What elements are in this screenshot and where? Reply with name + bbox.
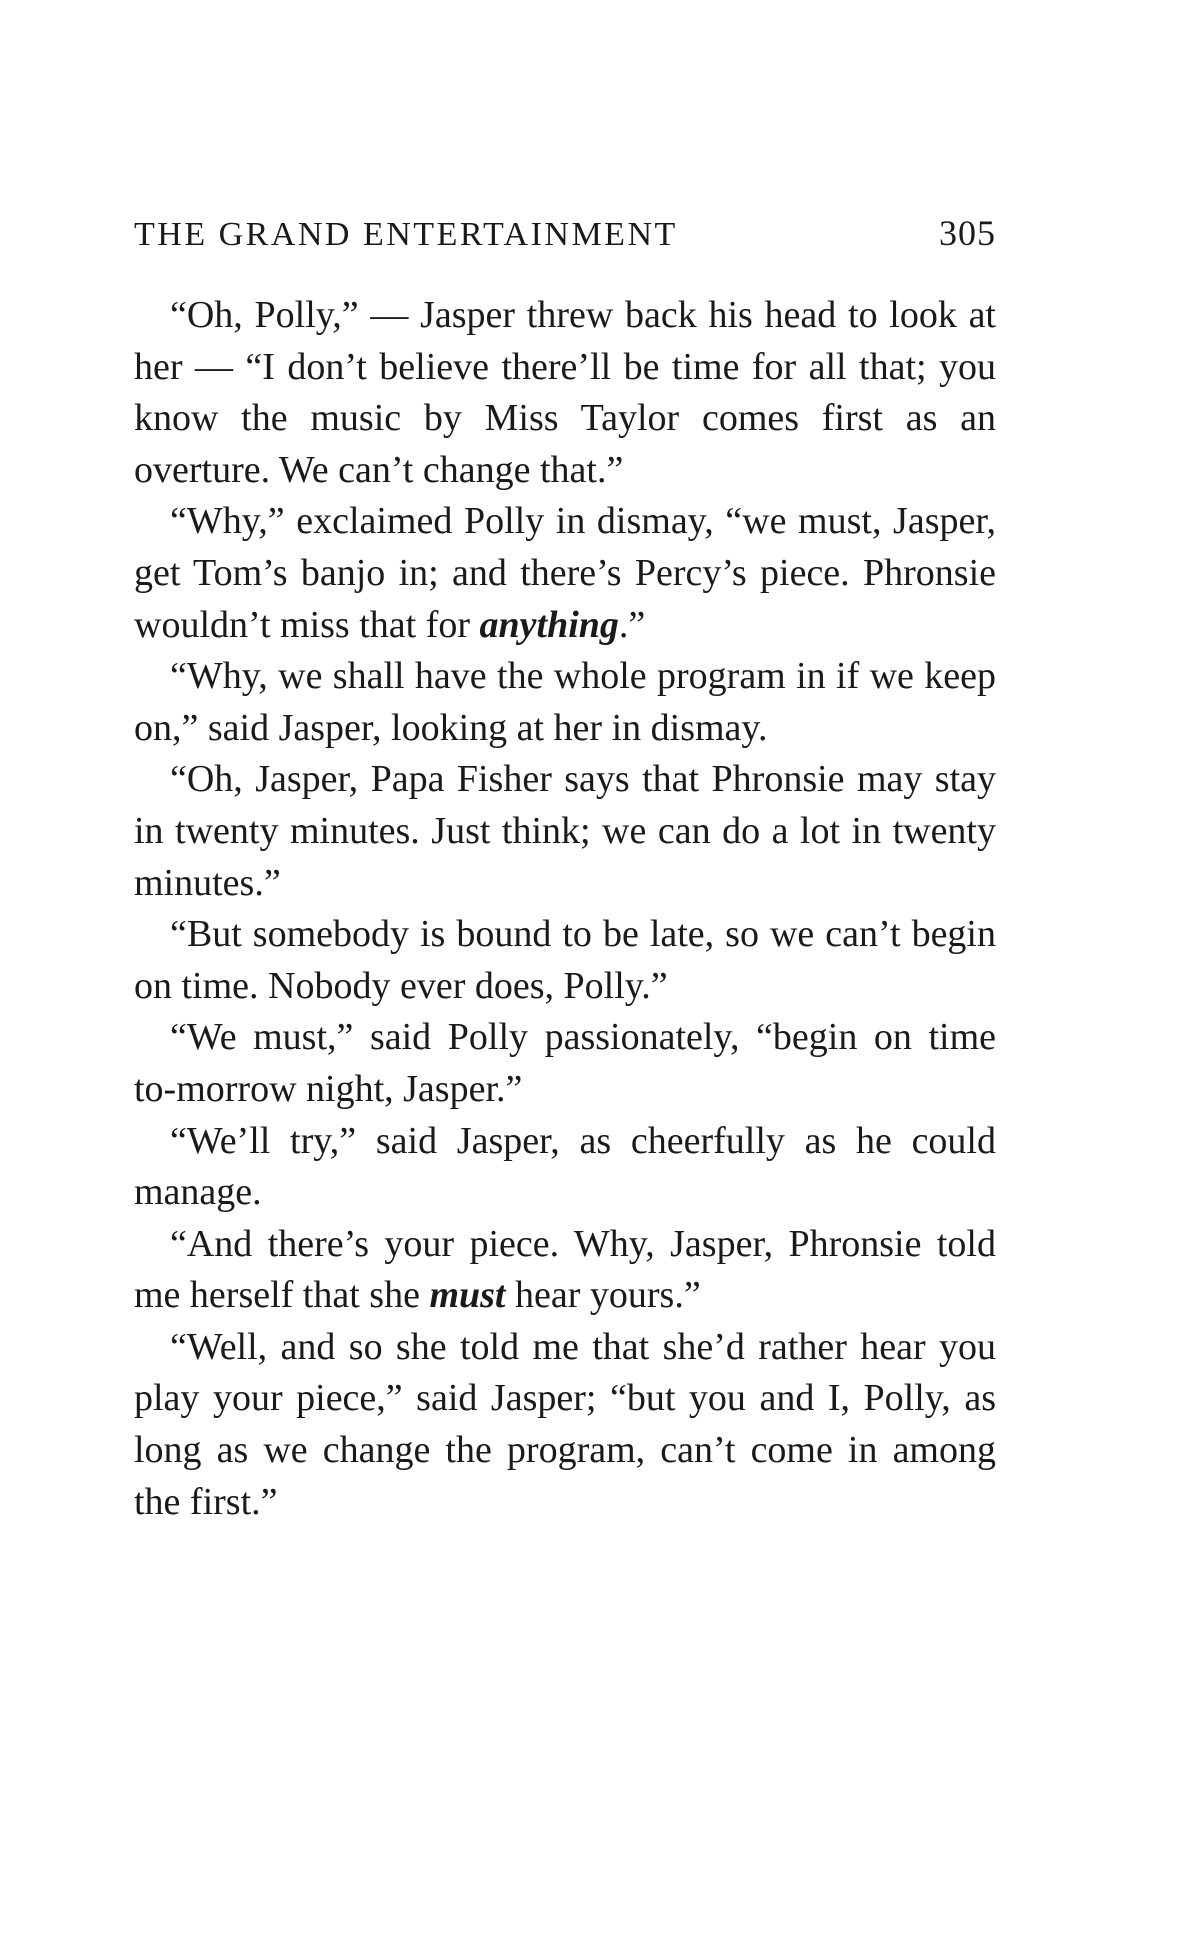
paragraph-8 <box>134 1219 996 1322</box>
paragraph-5: “But somebody is bound to be late, so we can’t begin on time. Nobody ever does, Polly.” <box>134 913 996 1007</box>
paragraph-8-text: “And there’s your piece. Why, Jasper, Phronsie told me herself that she <box>134 1222 996 1317</box>
paragraph-4: “Oh, Jasper, Papa Fisher says that Phronsie may stay in twenty minutes. Just think; we can do a lot in twenty minutes.” <box>134 758 996 904</box>
page-number: 305 <box>939 213 996 253</box>
paragraph-8-text-end: hear yours.” <box>505 1274 701 1317</box>
paragraph-1: “Oh, Polly,” — Jasper threw back his head to look at her — “I don’t believe there’ll be time for all that; you know the music by Miss Taylor comes first as an overture. We can’t change that.” <box>134 294 996 491</box>
running-head <box>134 212 996 272</box>
paragraph-9: “Well, and so she told me that she’d rather hear you play your piece,” said Jasper; “but you and I, Polly, as long as we change the program, can’t come in among the first.” <box>134 1325 996 1523</box>
paragraph-3: “Why, we shall have the whole program in if we keep on,” said Jasper, looking at her in dismay. <box>134 655 996 749</box>
paragraph-2-text-end: .” <box>618 603 646 646</box>
body-text <box>134 290 996 1528</box>
paragraph-7: “We’ll try,” said Jasper, as cheerfully as he could manage. <box>134 1119 996 1214</box>
paragraph-2-text: “Why,” exclaimed Polly in dismay, “we must, Jasper, get Tom’s banjo in; and there’s Percy’s piece. Phronsie wouldn’t miss that for <box>134 500 996 646</box>
paragraph-2 <box>134 496 996 651</box>
paragraph-8-emphasis: must <box>429 1274 506 1317</box>
paragraph-6: “We must,” said Polly passionately, “begin on time to-morrow night, Jasper.” <box>134 1016 996 1110</box>
running-title: THE GRAND ENTERTAINMENT <box>134 216 678 253</box>
book-page <box>134 212 996 1528</box>
paragraph-2-emphasis: anything <box>479 603 619 646</box>
